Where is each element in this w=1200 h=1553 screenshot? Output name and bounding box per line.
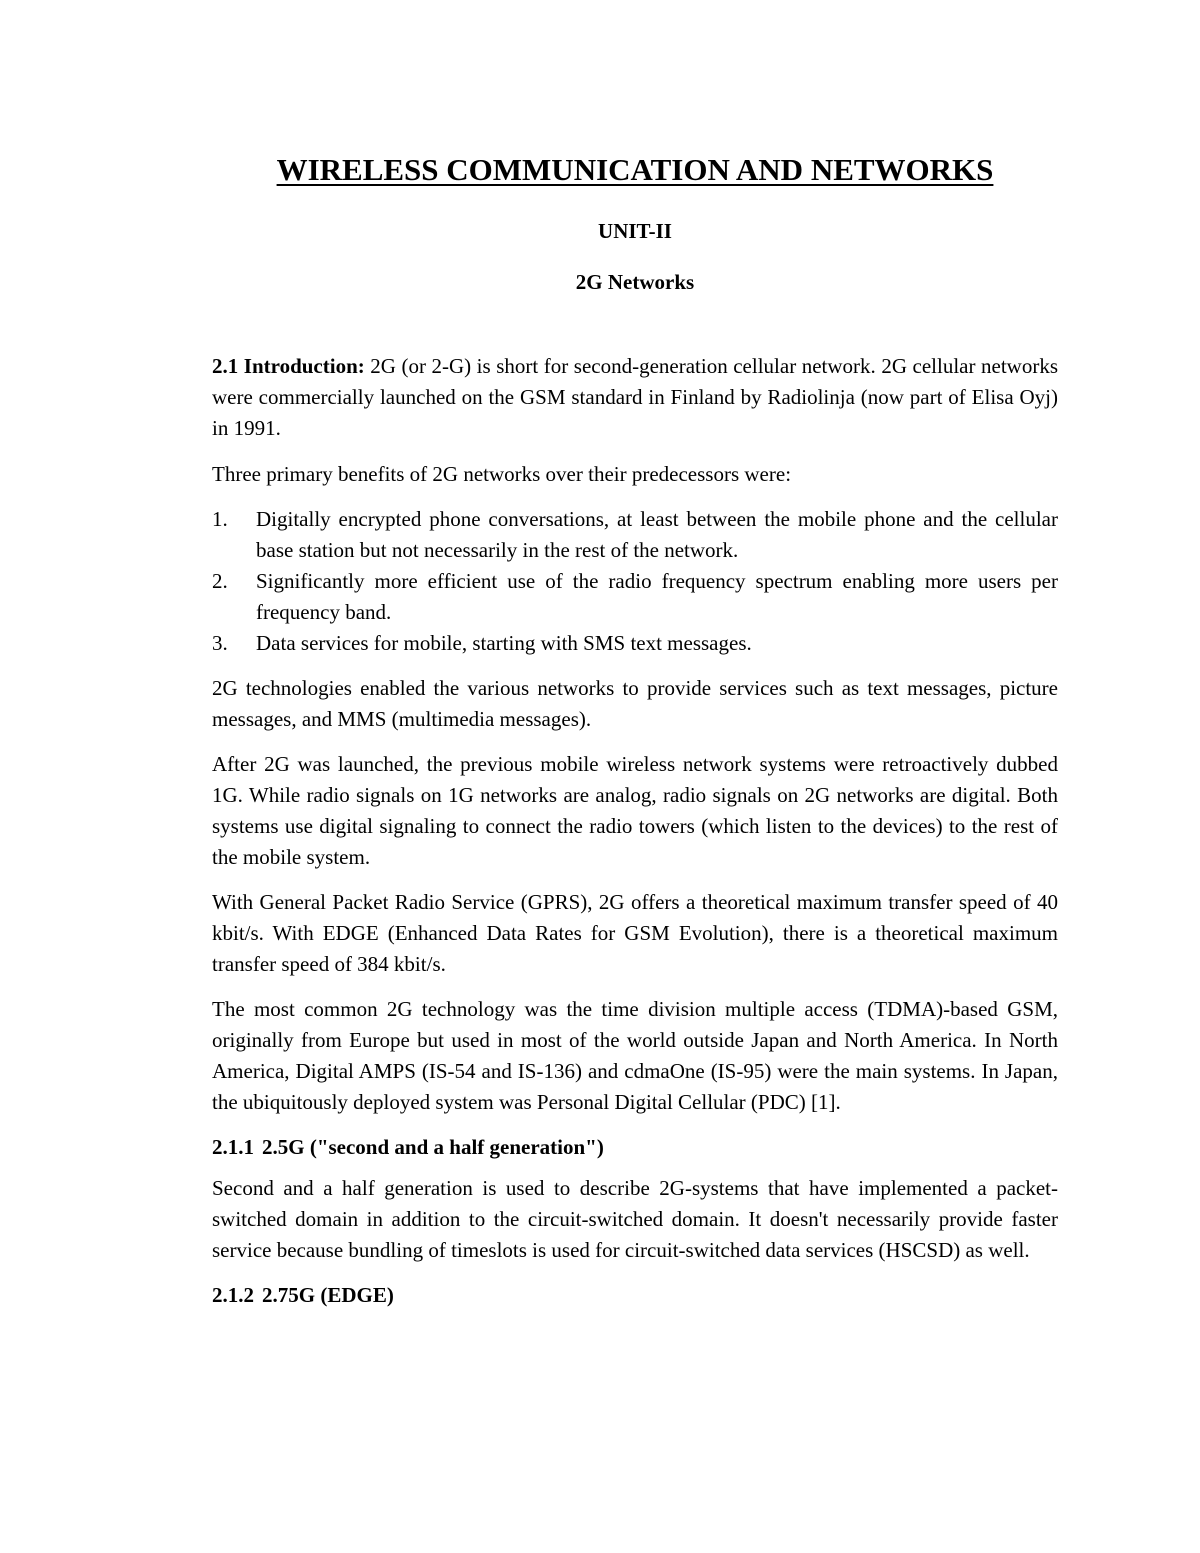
paragraph-technologies: 2G technologies enabled the various networks to provide services such as text messages, picture messages, and MMS (multimedia messages). [212,676,1058,731]
list-item-text: Digitally encrypted phone conversations, at least between the mobile phone and the cellular base station but not necessarily in the rest of the network. [256,507,1058,562]
list-item-number: 1. [212,507,228,531]
section-number: 2.1.1 [212,1135,254,1159]
chapter-title: 2G Networks [575,270,695,294]
intro-label: 2.1 Introduction: [212,354,365,378]
list-item-number: 2. [212,569,228,593]
document-body [212,150,1058,1321]
section-paragraph-2-5g: Second and a half generation is used to describe 2G-systems that have implemented a packet-switched domain in addition to the circuit-switched domain. It doesn't necessarily provide faster service because bundling of timeslots is used for circuit-switched data services (HSCSD) as well. [212,1176,1058,1262]
unit-label: UNIT-II [598,219,672,243]
benefits-intro: Three primary benefits of 2G networks over their predecessors were: [212,462,792,486]
section-title: 2.5G ("second and a half generation") [262,1135,604,1159]
document-title: WIRELESS COMMUNICATION AND NETWORKS [276,152,994,187]
benefits-list [212,504,1058,659]
section-number: 2.1.2 [212,1283,254,1307]
intro-text: 2G (or 2-G) is short for second-generation cellular network. 2G cellular networks were commercially launched on the GSM standard in Finland by Radiolinja (now part of Elisa Oyj) in 1991. [212,354,1058,440]
section-heading-2-1-1 [212,1132,1058,1163]
section-title: 2.75G (EDGE) [262,1283,394,1307]
list-item-text: Data services for mobile, starting with SMS text messages. [256,631,752,655]
list-item [212,504,1058,566]
list-item [212,628,1058,659]
list-item [212,566,1058,628]
intro-paragraph [212,351,1058,444]
paragraph-transfer-speed: With General Packet Radio Service (GPRS), 2G offers a theoretical maximum transfer speed of 40 kbit/s. With EDGE (Enhanced Data Rates for GSM Evolution), there is a theoretical maximum transfer speed of 384 kbit/s. [212,890,1058,976]
paragraph-1g-vs-2g: After 2G was launched, the previous mobile wireless network systems were retroactively dubbed 1G. While radio signals on 1G networks are analog, radio signals on 2G networks are digital. Both systems use digital signaling to connect the radio towers (which listen to the devices) to the rest of the mobile system. [212,752,1058,869]
list-item-number: 3. [212,631,228,655]
paragraph-tdma: The most common 2G technology was the time division multiple access (TDMA)-based GSM, originally from Europe but used in most of the world outside Japan and North America. In North America, Digital AMPS (IS-54 and IS-136) and cdmaOne (IS-95) were the main systems. In Japan, the ubiquitously deployed system was Personal Digital Cellular (PDC) [1]. [212,997,1058,1114]
section-heading-2-1-2 [212,1280,1058,1311]
list-item-text: Significantly more efficient use of the radio frequency spectrum enabling more users per frequency band. [256,569,1058,624]
